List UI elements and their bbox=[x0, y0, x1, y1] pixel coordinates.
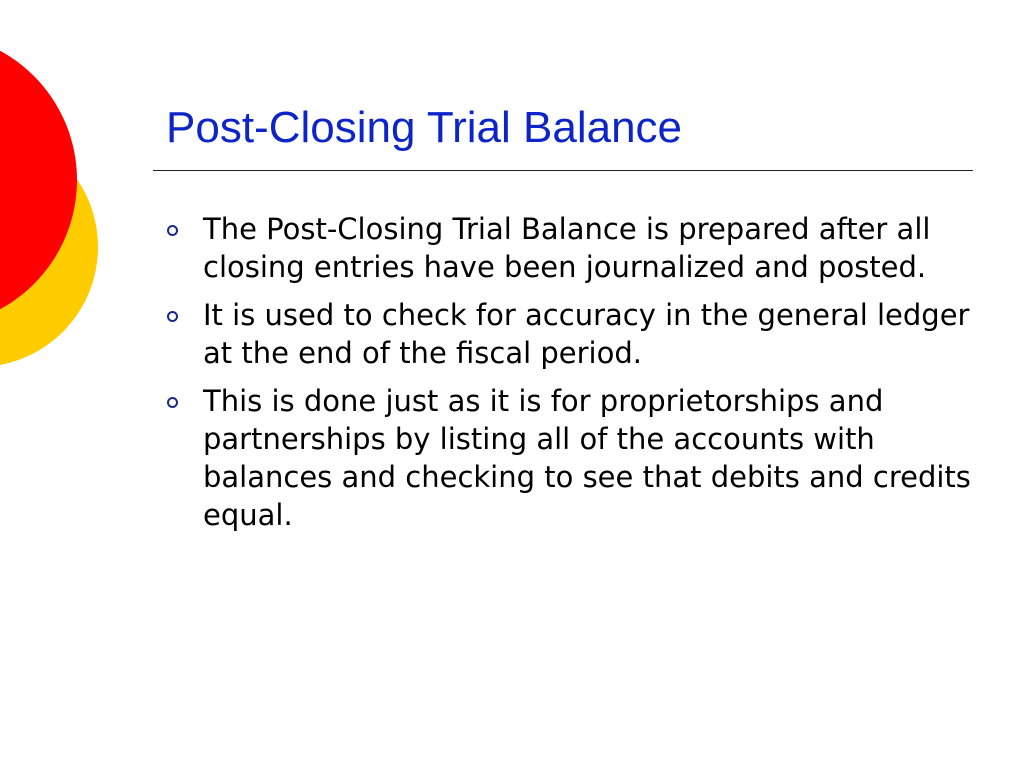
bullet-text: This is done just as it is for proprietorships and partnerships by listing all of the accounts with balances and checking to see that debits and credits equal. bbox=[203, 384, 971, 532]
bullet-text: The Post-Closing Trial Balance is prepared after all closing entries have been journalized and posted. bbox=[203, 212, 931, 284]
circle-bullet-icon bbox=[167, 397, 178, 408]
circle-bullet-icon bbox=[167, 311, 178, 322]
slide-title: Post-Closing Trial Balance bbox=[166, 103, 683, 152]
bullet-item bbox=[165, 382, 975, 534]
bullet-item bbox=[165, 210, 975, 286]
bullet-item bbox=[165, 296, 975, 372]
circle-bullet-icon bbox=[167, 225, 178, 236]
bullet-text: It is used to check for accuracy in the general ledger at the end of the fiscal period. bbox=[203, 298, 970, 370]
decorative-circles bbox=[0, 0, 110, 420]
bullet-list bbox=[165, 210, 975, 544]
title-divider bbox=[153, 170, 973, 171]
